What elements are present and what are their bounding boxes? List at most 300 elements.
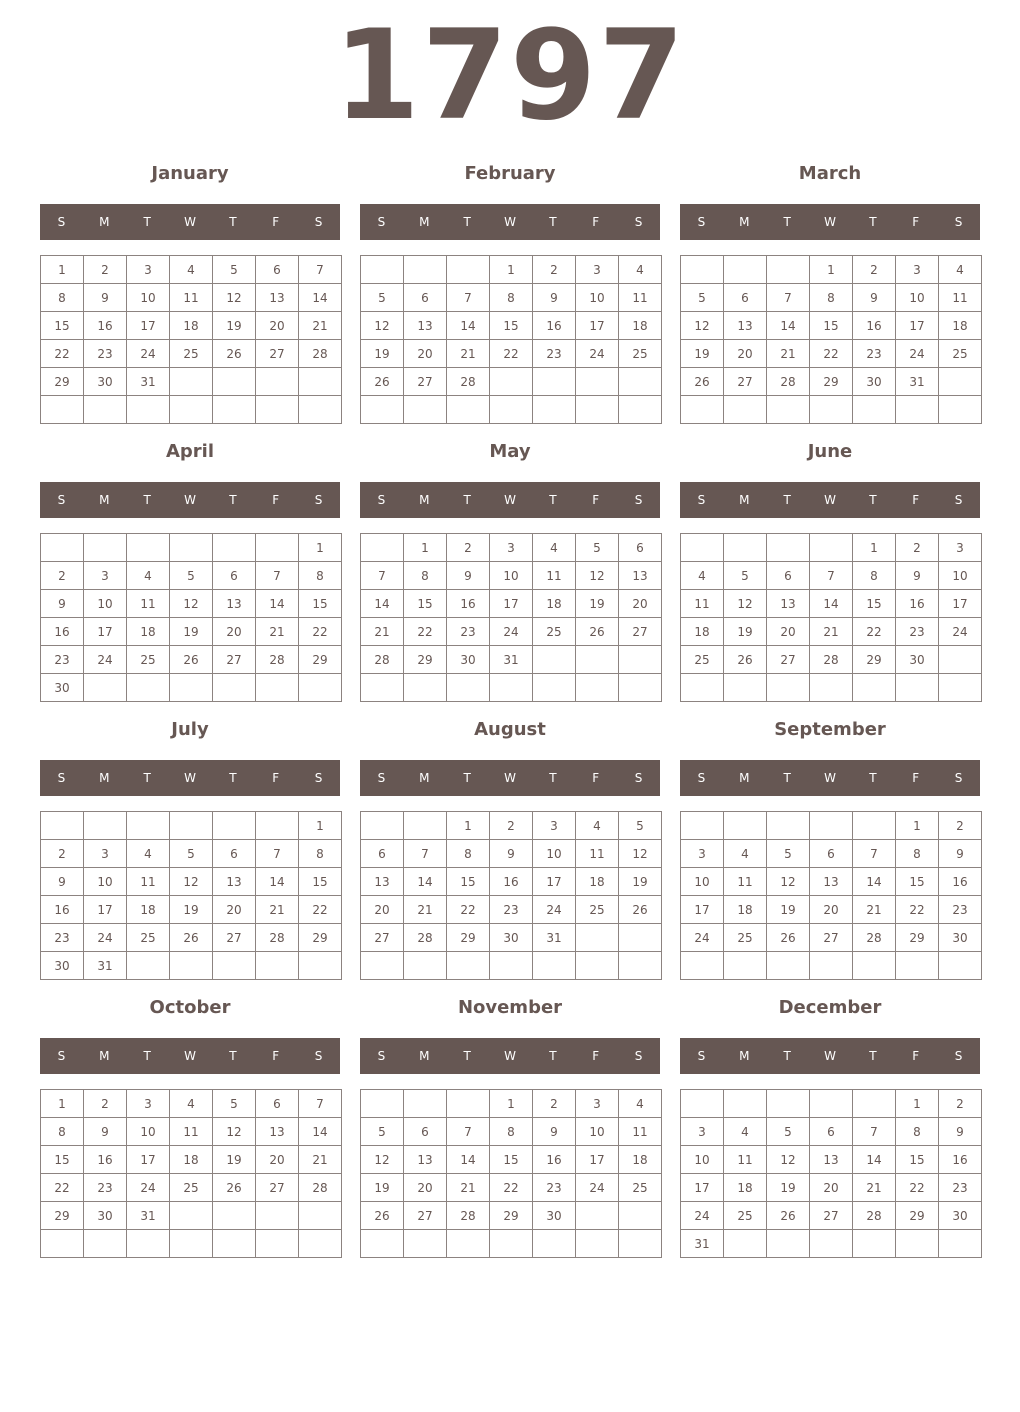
day-cell: 24	[84, 924, 127, 952]
day-cell	[896, 674, 939, 702]
weekday-label: S	[954, 771, 963, 785]
weekday-label: S	[314, 1049, 323, 1063]
day-cell: 25	[619, 1174, 662, 1202]
day-cell: 20	[810, 1174, 853, 1202]
day-cell: 12	[724, 590, 767, 618]
day-cell: 16	[939, 1146, 982, 1174]
day-cell: 9	[533, 284, 576, 312]
week-row	[681, 340, 982, 368]
weekday-header	[360, 760, 660, 796]
week-row	[681, 396, 982, 424]
day-cell	[767, 674, 810, 702]
day-cell: 9	[41, 868, 84, 896]
week-row	[41, 368, 342, 396]
weekday-label: T	[143, 1049, 151, 1063]
day-cell: 20	[810, 896, 853, 924]
day-cell	[404, 1090, 447, 1118]
day-cell	[767, 812, 810, 840]
weekday-label: W	[824, 493, 836, 507]
weekday-label: S	[697, 215, 706, 229]
day-cell: 28	[404, 924, 447, 952]
day-cell: 17	[127, 312, 170, 340]
day-cell: 21	[853, 896, 896, 924]
weekday-label: F	[592, 1049, 600, 1063]
weekday-label: T	[463, 215, 471, 229]
day-cell: 12	[213, 284, 256, 312]
day-cell	[127, 674, 170, 702]
day-cell: 13	[810, 1146, 853, 1174]
weekday-label: W	[504, 1049, 516, 1063]
week-row	[361, 340, 662, 368]
day-cell: 14	[767, 312, 810, 340]
week-row	[681, 1090, 982, 1118]
weekday-label: S	[314, 215, 323, 229]
day-cell	[361, 952, 404, 980]
day-cell	[681, 1090, 724, 1118]
day-cell: 30	[84, 368, 127, 396]
day-cell	[576, 952, 619, 980]
day-cell: 15	[41, 1146, 84, 1174]
day-cell: 6	[810, 1118, 853, 1146]
day-cell: 26	[170, 924, 213, 952]
day-cell	[724, 1230, 767, 1258]
weekday-label: M	[99, 1049, 110, 1063]
weekday-label: T	[143, 215, 151, 229]
day-cell: 20	[404, 340, 447, 368]
day-cell: 3	[896, 256, 939, 284]
day-cell: 3	[681, 1118, 724, 1146]
day-cell: 2	[490, 812, 533, 840]
day-cell	[256, 534, 299, 562]
day-cell: 21	[767, 340, 810, 368]
weekday-label: F	[912, 771, 920, 785]
day-cell: 12	[619, 840, 662, 868]
day-cell	[576, 924, 619, 952]
day-grid	[680, 1089, 982, 1258]
day-cell	[170, 534, 213, 562]
day-cell: 27	[404, 368, 447, 396]
day-cell	[361, 534, 404, 562]
day-cell: 20	[256, 312, 299, 340]
week-row	[361, 534, 662, 562]
day-cell: 9	[853, 284, 896, 312]
day-cell: 5	[681, 284, 724, 312]
day-cell	[361, 1090, 404, 1118]
day-cell: 8	[896, 840, 939, 868]
day-cell: 16	[896, 590, 939, 618]
day-cell: 9	[939, 840, 982, 868]
weekday-label: S	[697, 493, 706, 507]
day-cell	[576, 396, 619, 424]
day-cell: 17	[84, 618, 127, 646]
day-cell: 13	[404, 312, 447, 340]
weekday-label: M	[419, 1049, 430, 1063]
day-cell: 14	[447, 1146, 490, 1174]
day-cell	[127, 1230, 170, 1258]
weekday-label: W	[184, 771, 196, 785]
day-cell: 1	[810, 256, 853, 284]
day-cell: 2	[84, 1090, 127, 1118]
day-cell: 5	[767, 840, 810, 868]
day-cell: 25	[533, 618, 576, 646]
day-cell	[361, 396, 404, 424]
weekday-label: T	[143, 493, 151, 507]
weekday-header	[40, 1038, 340, 1074]
day-cell: 18	[619, 1146, 662, 1174]
day-cell	[299, 396, 342, 424]
day-cell: 24	[576, 1174, 619, 1202]
day-cell: 3	[127, 256, 170, 284]
weekday-label: T	[549, 215, 557, 229]
weekday-label: T	[229, 1049, 237, 1063]
day-cell: 26	[213, 1174, 256, 1202]
day-cell: 27	[213, 924, 256, 952]
day-cell: 18	[170, 312, 213, 340]
day-cell	[939, 952, 982, 980]
day-cell	[170, 952, 213, 980]
weekday-label: M	[99, 493, 110, 507]
day-cell: 22	[299, 618, 342, 646]
week-row	[361, 1090, 662, 1118]
day-cell: 30	[490, 924, 533, 952]
weekday-label: M	[739, 215, 750, 229]
month-title: July	[171, 719, 209, 740]
day-cell: 27	[256, 1174, 299, 1202]
day-cell	[810, 1090, 853, 1118]
day-cell: 21	[853, 1174, 896, 1202]
day-cell: 20	[767, 618, 810, 646]
day-cell: 15	[810, 312, 853, 340]
day-cell	[256, 368, 299, 396]
day-cell: 12	[170, 868, 213, 896]
day-cell: 26	[576, 618, 619, 646]
day-cell: 29	[896, 924, 939, 952]
year-title: 1797	[333, 4, 687, 148]
day-cell: 22	[41, 340, 84, 368]
weekday-label: T	[869, 493, 877, 507]
day-cell: 6	[724, 284, 767, 312]
week-row	[361, 1174, 662, 1202]
day-cell	[447, 1090, 490, 1118]
day-cell: 10	[939, 562, 982, 590]
day-cell: 18	[939, 312, 982, 340]
day-cell: 9	[41, 590, 84, 618]
day-cell: 2	[939, 1090, 982, 1118]
day-cell: 11	[576, 840, 619, 868]
day-cell: 11	[619, 1118, 662, 1146]
weekday-label: W	[504, 771, 516, 785]
week-row	[681, 896, 982, 924]
weekday-label: F	[592, 215, 600, 229]
day-cell	[767, 256, 810, 284]
day-cell: 7	[810, 562, 853, 590]
day-cell: 18	[724, 896, 767, 924]
weekday-label: F	[912, 215, 920, 229]
weekday-label: T	[229, 771, 237, 785]
month-title: April	[165, 441, 215, 462]
day-cell: 28	[767, 368, 810, 396]
day-cell: 11	[724, 868, 767, 896]
week-row	[361, 368, 662, 396]
day-cell: 16	[41, 896, 84, 924]
day-cell	[404, 674, 447, 702]
week-row	[41, 1090, 342, 1118]
day-cell: 23	[84, 340, 127, 368]
day-cell	[810, 534, 853, 562]
week-row	[681, 368, 982, 396]
day-cell: 4	[619, 256, 662, 284]
day-cell: 27	[767, 646, 810, 674]
day-cell	[619, 1202, 662, 1230]
day-cell: 16	[490, 868, 533, 896]
day-cell: 11	[619, 284, 662, 312]
day-cell	[810, 812, 853, 840]
week-row	[361, 952, 662, 980]
day-cell: 31	[84, 952, 127, 980]
week-row	[361, 284, 662, 312]
day-cell: 3	[576, 256, 619, 284]
day-cell	[533, 368, 576, 396]
day-cell	[170, 812, 213, 840]
day-cell: 10	[127, 1118, 170, 1146]
day-grid	[360, 811, 662, 980]
day-cell: 24	[533, 896, 576, 924]
day-cell	[724, 952, 767, 980]
day-cell	[299, 674, 342, 702]
day-cell: 4	[170, 1090, 213, 1118]
day-cell	[213, 396, 256, 424]
day-cell: 24	[127, 340, 170, 368]
day-cell	[41, 534, 84, 562]
day-cell: 11	[127, 868, 170, 896]
month-title: December	[778, 997, 882, 1018]
day-cell	[767, 952, 810, 980]
day-cell	[447, 396, 490, 424]
month-title: September	[774, 719, 886, 740]
day-cell: 15	[896, 868, 939, 896]
week-row	[361, 396, 662, 424]
day-cell: 16	[84, 312, 127, 340]
day-grid	[40, 255, 342, 424]
day-cell: 23	[939, 1174, 982, 1202]
day-cell: 29	[404, 646, 447, 674]
weekday-label: T	[463, 771, 471, 785]
week-row	[41, 646, 342, 674]
weekday-label: W	[824, 771, 836, 785]
day-cell: 8	[299, 840, 342, 868]
day-cell: 13	[404, 1146, 447, 1174]
day-cell: 8	[299, 562, 342, 590]
day-cell: 22	[490, 1174, 533, 1202]
week-row	[41, 840, 342, 868]
weekday-label: S	[377, 1049, 386, 1063]
weekday-label: W	[824, 215, 836, 229]
day-cell: 14	[853, 868, 896, 896]
day-cell: 2	[896, 534, 939, 562]
day-cell: 25	[170, 340, 213, 368]
day-cell: 19	[361, 340, 404, 368]
day-cell	[256, 674, 299, 702]
day-cell	[170, 674, 213, 702]
day-cell: 26	[681, 368, 724, 396]
day-cell	[939, 646, 982, 674]
week-row	[681, 1202, 982, 1230]
day-cell: 31	[127, 368, 170, 396]
day-cell: 26	[724, 646, 767, 674]
day-cell: 19	[213, 1146, 256, 1174]
day-cell: 2	[447, 534, 490, 562]
day-cell: 6	[256, 256, 299, 284]
day-cell	[896, 1230, 939, 1258]
day-cell: 22	[299, 896, 342, 924]
day-cell: 14	[299, 284, 342, 312]
day-cell: 26	[619, 896, 662, 924]
day-cell: 21	[447, 1174, 490, 1202]
week-row	[41, 1174, 342, 1202]
day-cell: 5	[213, 256, 256, 284]
day-cell	[404, 256, 447, 284]
weekday-label: F	[912, 1049, 920, 1063]
day-cell: 26	[361, 1202, 404, 1230]
week-row	[681, 590, 982, 618]
day-cell: 9	[533, 1118, 576, 1146]
day-cell: 24	[84, 646, 127, 674]
day-cell	[767, 534, 810, 562]
day-cell: 19	[767, 896, 810, 924]
day-cell: 1	[404, 534, 447, 562]
day-cell: 13	[724, 312, 767, 340]
week-row	[361, 646, 662, 674]
day-cell: 13	[213, 868, 256, 896]
weekday-label: W	[184, 215, 196, 229]
weekday-label: T	[229, 493, 237, 507]
day-grid	[680, 533, 982, 702]
day-cell	[490, 1230, 533, 1258]
day-cell: 24	[896, 340, 939, 368]
day-cell: 23	[896, 618, 939, 646]
weekday-label: M	[419, 215, 430, 229]
day-cell: 7	[256, 840, 299, 868]
day-cell: 28	[447, 1202, 490, 1230]
day-cell	[533, 674, 576, 702]
month-title: February	[464, 163, 556, 184]
day-cell: 25	[724, 924, 767, 952]
day-cell: 7	[361, 562, 404, 590]
day-cell: 11	[170, 1118, 213, 1146]
day-cell	[84, 674, 127, 702]
weekday-label: W	[184, 493, 196, 507]
day-cell	[724, 396, 767, 424]
week-row	[361, 312, 662, 340]
day-cell: 17	[84, 896, 127, 924]
day-cell: 7	[299, 256, 342, 284]
day-cell: 1	[41, 1090, 84, 1118]
weekday-label: W	[504, 493, 516, 507]
day-cell: 27	[810, 1202, 853, 1230]
weekday-label: F	[592, 771, 600, 785]
week-row	[681, 646, 982, 674]
day-cell	[939, 1230, 982, 1258]
day-cell: 1	[299, 534, 342, 562]
day-cell	[853, 952, 896, 980]
day-cell: 27	[810, 924, 853, 952]
day-cell	[724, 812, 767, 840]
day-cell	[490, 952, 533, 980]
day-cell: 4	[170, 256, 213, 284]
day-cell: 24	[939, 618, 982, 646]
day-cell: 29	[896, 1202, 939, 1230]
day-grid	[40, 811, 342, 980]
day-cell: 8	[810, 284, 853, 312]
day-cell: 30	[447, 646, 490, 674]
day-cell: 12	[576, 562, 619, 590]
day-cell: 19	[170, 896, 213, 924]
day-cell: 30	[939, 924, 982, 952]
day-cell: 15	[490, 312, 533, 340]
day-cell: 14	[404, 868, 447, 896]
day-cell: 5	[767, 1118, 810, 1146]
week-row	[361, 562, 662, 590]
week-row	[681, 1230, 982, 1258]
day-cell	[619, 924, 662, 952]
day-cell: 20	[619, 590, 662, 618]
day-cell: 22	[490, 340, 533, 368]
weekday-label: M	[739, 493, 750, 507]
day-cell: 3	[576, 1090, 619, 1118]
day-cell	[447, 952, 490, 980]
day-cell: 31	[127, 1202, 170, 1230]
day-cell	[213, 534, 256, 562]
day-cell: 10	[127, 284, 170, 312]
day-cell: 18	[619, 312, 662, 340]
day-cell: 5	[361, 1118, 404, 1146]
day-cell: 31	[681, 1230, 724, 1258]
week-row	[361, 674, 662, 702]
day-cell: 30	[41, 952, 84, 980]
week-row	[361, 256, 662, 284]
day-cell: 18	[170, 1146, 213, 1174]
day-cell	[299, 1230, 342, 1258]
day-cell	[170, 1202, 213, 1230]
day-cell: 9	[84, 284, 127, 312]
weekday-label: W	[504, 215, 516, 229]
weekday-label: S	[377, 493, 386, 507]
day-cell	[810, 396, 853, 424]
day-cell: 4	[681, 562, 724, 590]
day-cell	[810, 952, 853, 980]
week-row	[41, 534, 342, 562]
day-cell: 14	[447, 312, 490, 340]
day-cell: 16	[84, 1146, 127, 1174]
week-row	[41, 396, 342, 424]
day-cell: 14	[810, 590, 853, 618]
day-cell	[724, 674, 767, 702]
weekday-label: F	[272, 215, 280, 229]
month-title: May	[489, 441, 531, 462]
day-cell: 29	[299, 924, 342, 952]
day-cell	[576, 368, 619, 396]
day-cell	[404, 952, 447, 980]
day-cell: 27	[724, 368, 767, 396]
day-cell: 23	[447, 618, 490, 646]
day-cell	[213, 812, 256, 840]
day-cell: 23	[490, 896, 533, 924]
day-cell	[533, 952, 576, 980]
weekday-label: T	[869, 1049, 877, 1063]
day-cell: 1	[41, 256, 84, 284]
day-cell: 9	[84, 1118, 127, 1146]
day-cell: 25	[170, 1174, 213, 1202]
